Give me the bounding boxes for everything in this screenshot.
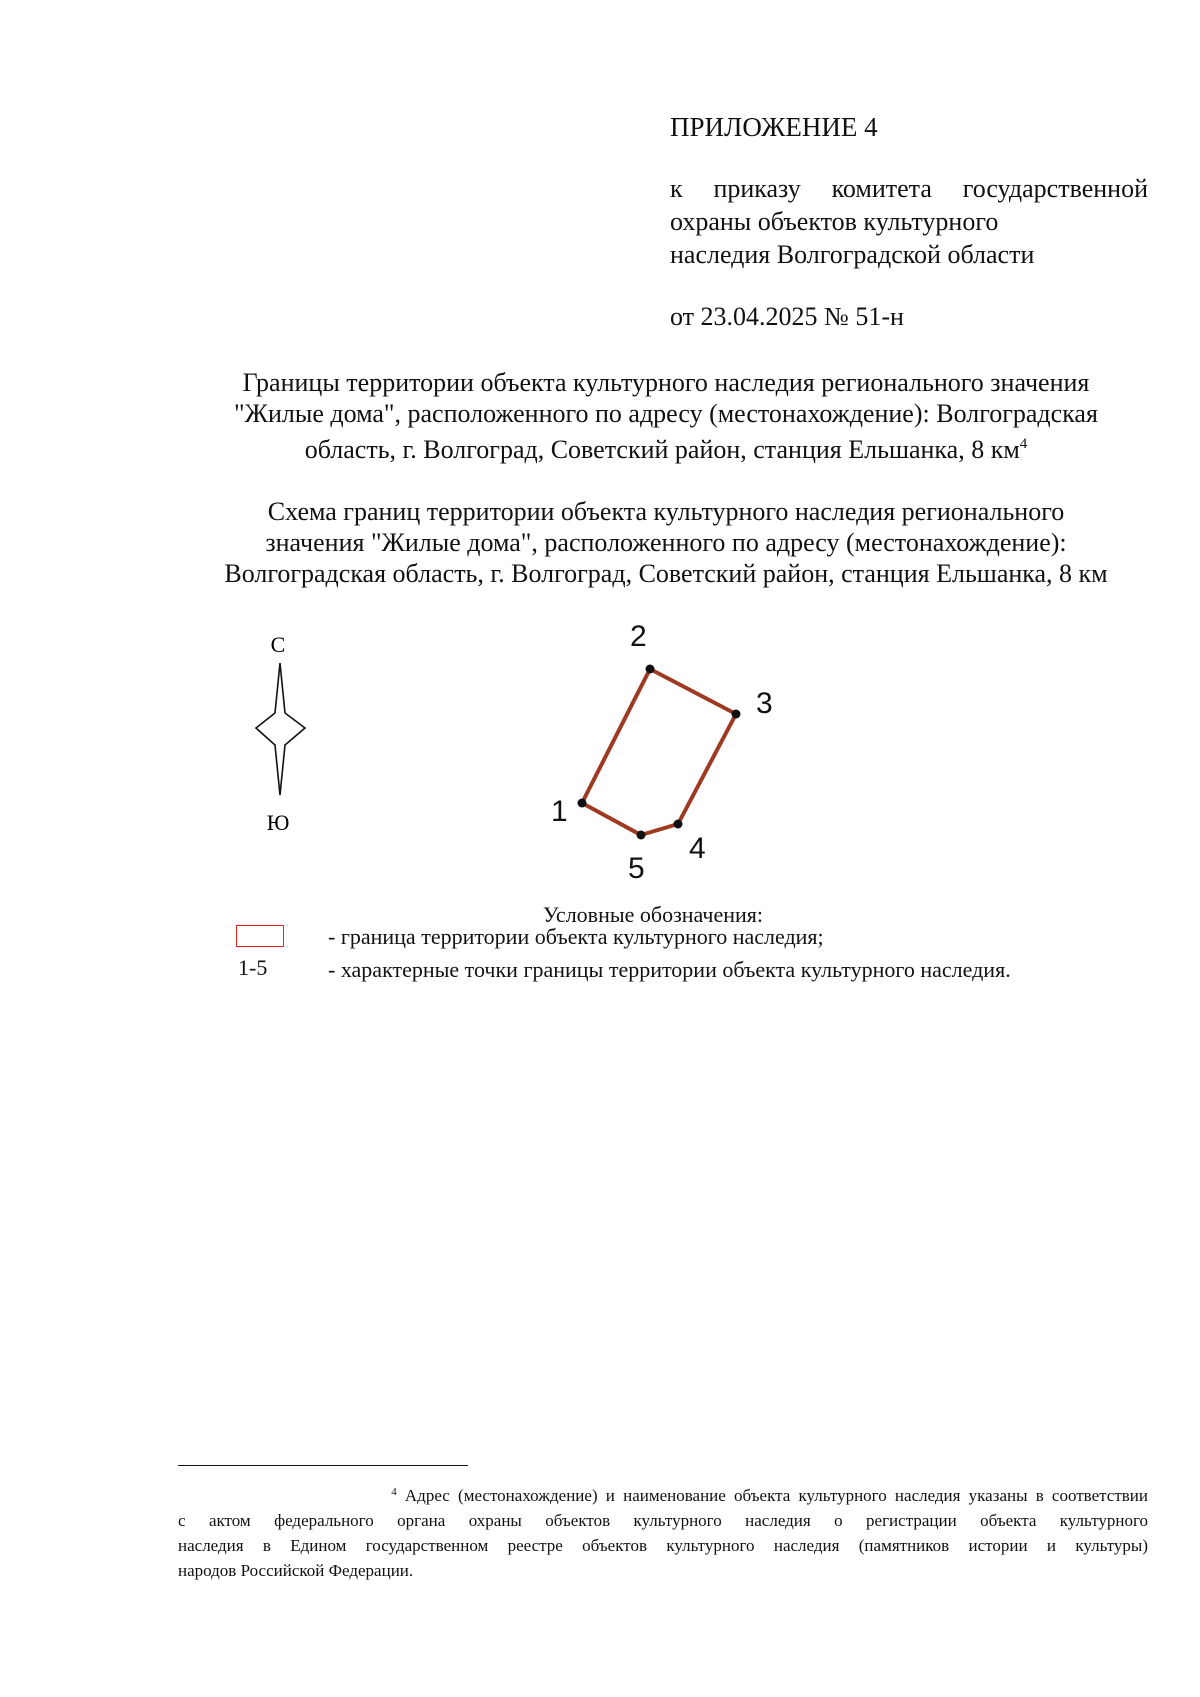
boundary-point-2 [646, 665, 655, 674]
appendix-line: охраны объектов культурного [670, 207, 999, 236]
footnote [178, 1480, 1148, 1583]
boundary-scheme [0, 610, 1200, 900]
legend-points-symbol: 1-5 [238, 955, 268, 980]
compass-star-icon [256, 663, 305, 795]
heading-line: область, г. Волгоград, Советский район, станция Ельшанка, 8 км [304, 435, 1020, 464]
boundary-point-5 [637, 831, 646, 840]
legend-points-label: - характерные точки границы территории объекта культурного наследия. [328, 957, 1011, 982]
point-label-1: 1 [551, 795, 568, 828]
appendix-title: ПРИЛОЖЕНИЕ 4 [670, 112, 878, 142]
compass-north-label: С [270, 632, 286, 657]
compass-south-label: Ю [266, 810, 290, 835]
legend-boundary-label: - граница территории объекта культурного наследия; [328, 924, 824, 949]
legend-title: Условные обозначения: [543, 902, 764, 927]
heading-line: Границы территории объекта культурного наследия регионального значения [242, 368, 1090, 397]
footnote-ref-marker: 4 [391, 1486, 397, 1498]
boundary-point-1 [578, 799, 587, 808]
legend-boundary-swatch [236, 925, 284, 947]
footnote-line: наследия в Едином государственном реестре объектов культурного наследия (памятников истории и культуры) [178, 1536, 1148, 1555]
footnote-text: Адрес (местонахождение) и наименование объекта культурного наследия указаны в соответствии [404, 1486, 1148, 1505]
heading-line-with-ref [120, 429, 1200, 465]
heading-line: "Жилые дома", расположенного по адресу (местонахождение): Волгоградская [234, 399, 1098, 428]
footnote-reference: 4 [1019, 436, 1028, 452]
point-label-4: 4 [689, 832, 706, 865]
scheme-heading-line: Волгоградская область, г. Волгоград, Советский район, станция Ельшанка, 8 км [224, 559, 1108, 588]
point-label-2: 2 [630, 620, 647, 653]
document-heading [120, 367, 1200, 465]
footnote-divider [178, 1465, 468, 1466]
boundary-point-3 [732, 710, 741, 719]
scheme-heading-line: значения "Жилые дома", расположенного по адресу (местонахождение): [265, 528, 1067, 557]
boundary-point-4 [674, 820, 683, 829]
point-label-5: 5 [628, 852, 645, 885]
appendix-line: к приказу комитета государственной [670, 174, 1148, 203]
appendix-line: наследия Волгоградской области [670, 240, 1035, 269]
scheme-heading [120, 496, 1200, 589]
scheme-heading-line: Схема границ территории объекта культурного наследия регионального [267, 497, 1065, 526]
territory-boundary [582, 669, 736, 835]
point-label-3: 3 [756, 687, 773, 720]
compass-icon [256, 632, 305, 835]
order-date-number: от 23.04.2025 № 51-н [670, 302, 904, 331]
footnote-line: с актом федерального органа охраны объектов культурного наследия о регистрации объекта культурного [178, 1511, 1148, 1530]
footnote-line: народов Российской Федерации. [178, 1561, 414, 1580]
footnote-line [178, 1480, 1148, 1508]
appendix-order-reference [670, 172, 1148, 271]
